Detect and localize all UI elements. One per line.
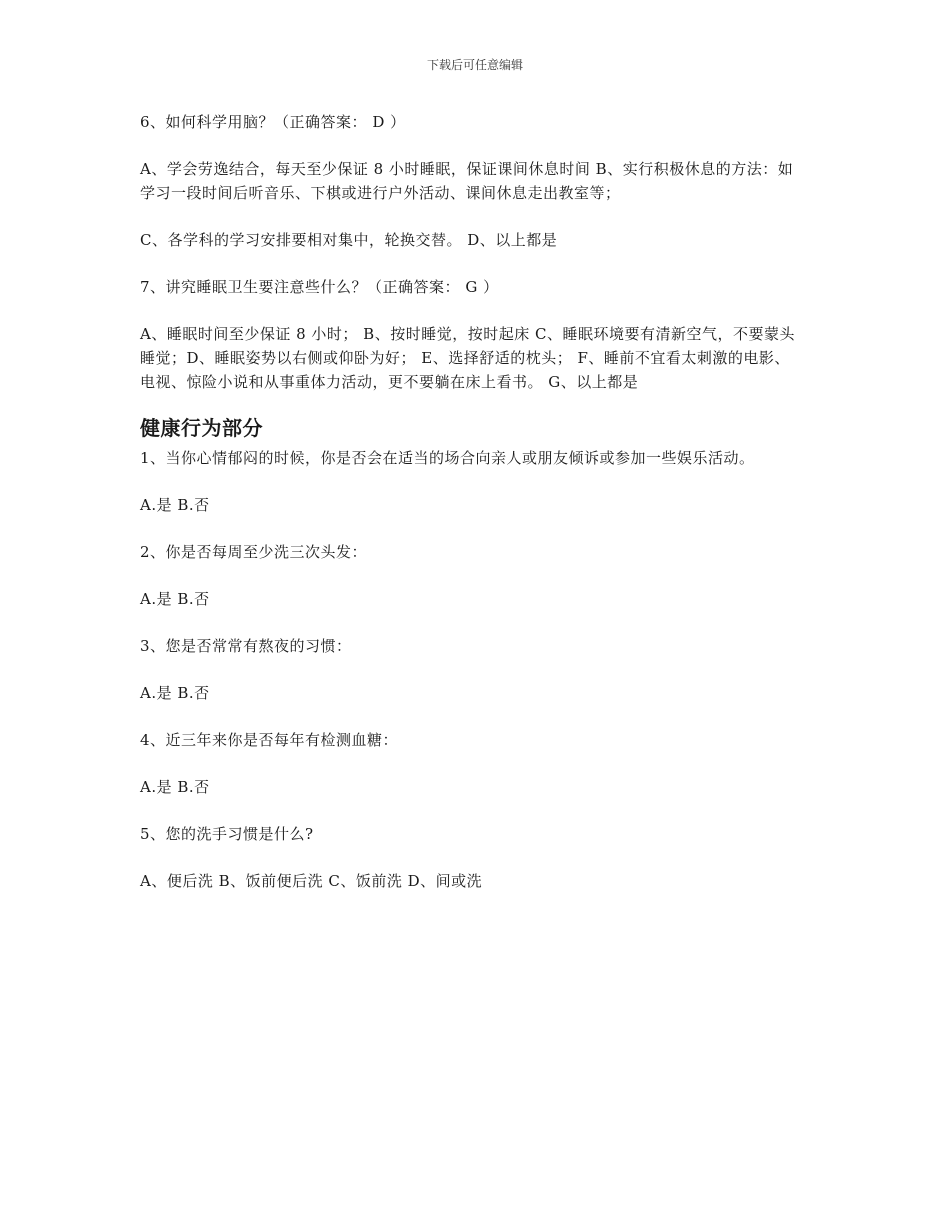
question-6-options-line-1: A、学会劳逸结合，每天至少保证 8 小时睡眠，保证课间休息时间 B、实行积极休息的方法：如 bbox=[140, 160, 794, 178]
behavior-question-5: 5、您的洗手习惯是什么? bbox=[140, 825, 314, 843]
question-7-options-line-1: A、睡眠时间至少保证 8 小时； B、按时睡觉，按时起床 C、睡眠环境要有清新空气，不要蒙头 bbox=[140, 325, 795, 343]
behavior-question-2-options: A.是 B.否 bbox=[140, 590, 210, 608]
behavior-question-5-options: A、便后洗 B、饭前便后洗 C、饭前洗 D、间或洗 bbox=[140, 872, 483, 890]
behavior-question-3-options: A.是 B.否 bbox=[140, 684, 210, 702]
section-heading: 健康行为部分 bbox=[140, 416, 263, 440]
behavior-question-1: 1、当你心情郁闷的时候，你是否会在适当的场合向亲人或朋友倾诉或参加一些娱乐活动。 bbox=[140, 449, 755, 467]
behavior-question-3: 3、您是否常常有熬夜的习惯： bbox=[140, 637, 352, 655]
document-body bbox=[140, 110, 820, 893]
behavior-question-1-options: A.是 B.否 bbox=[140, 496, 210, 514]
page-header: 下载后可任意编辑 bbox=[426, 58, 523, 72]
question-7: 7、讲究睡眠卫生要注意些什么？（正确答案： G ） bbox=[140, 278, 499, 296]
question-7-options-line-3: 电视、惊险小说和从事重体力活动，更不要躺在床上看书。 G、以上都是 bbox=[140, 373, 639, 391]
behavior-question-4: 4、近三年来你是否每年有检测血糖： bbox=[140, 731, 399, 749]
behavior-question-2: 2、你是否每周至少洗三次头发： bbox=[140, 543, 368, 561]
behavior-question-4-options: A.是 B.否 bbox=[140, 778, 210, 796]
question-6-options-line-3: C、各学科的学习安排要相对集中，轮换交替。 D、以上都是 bbox=[140, 231, 558, 249]
question-6: 6、如何科学用脑？（正确答案： D ） bbox=[140, 113, 406, 131]
question-7-options-line-2: 睡觉；D、睡眠姿势以右侧或仰卧为好； E、选择舒适的枕头； F、睡前不宜看太刺激的电影、 bbox=[140, 349, 790, 367]
question-6-options-line-2: 学习一段时间后听音乐、下棋或进行户外活动、课间休息走出教室等； bbox=[140, 184, 621, 202]
